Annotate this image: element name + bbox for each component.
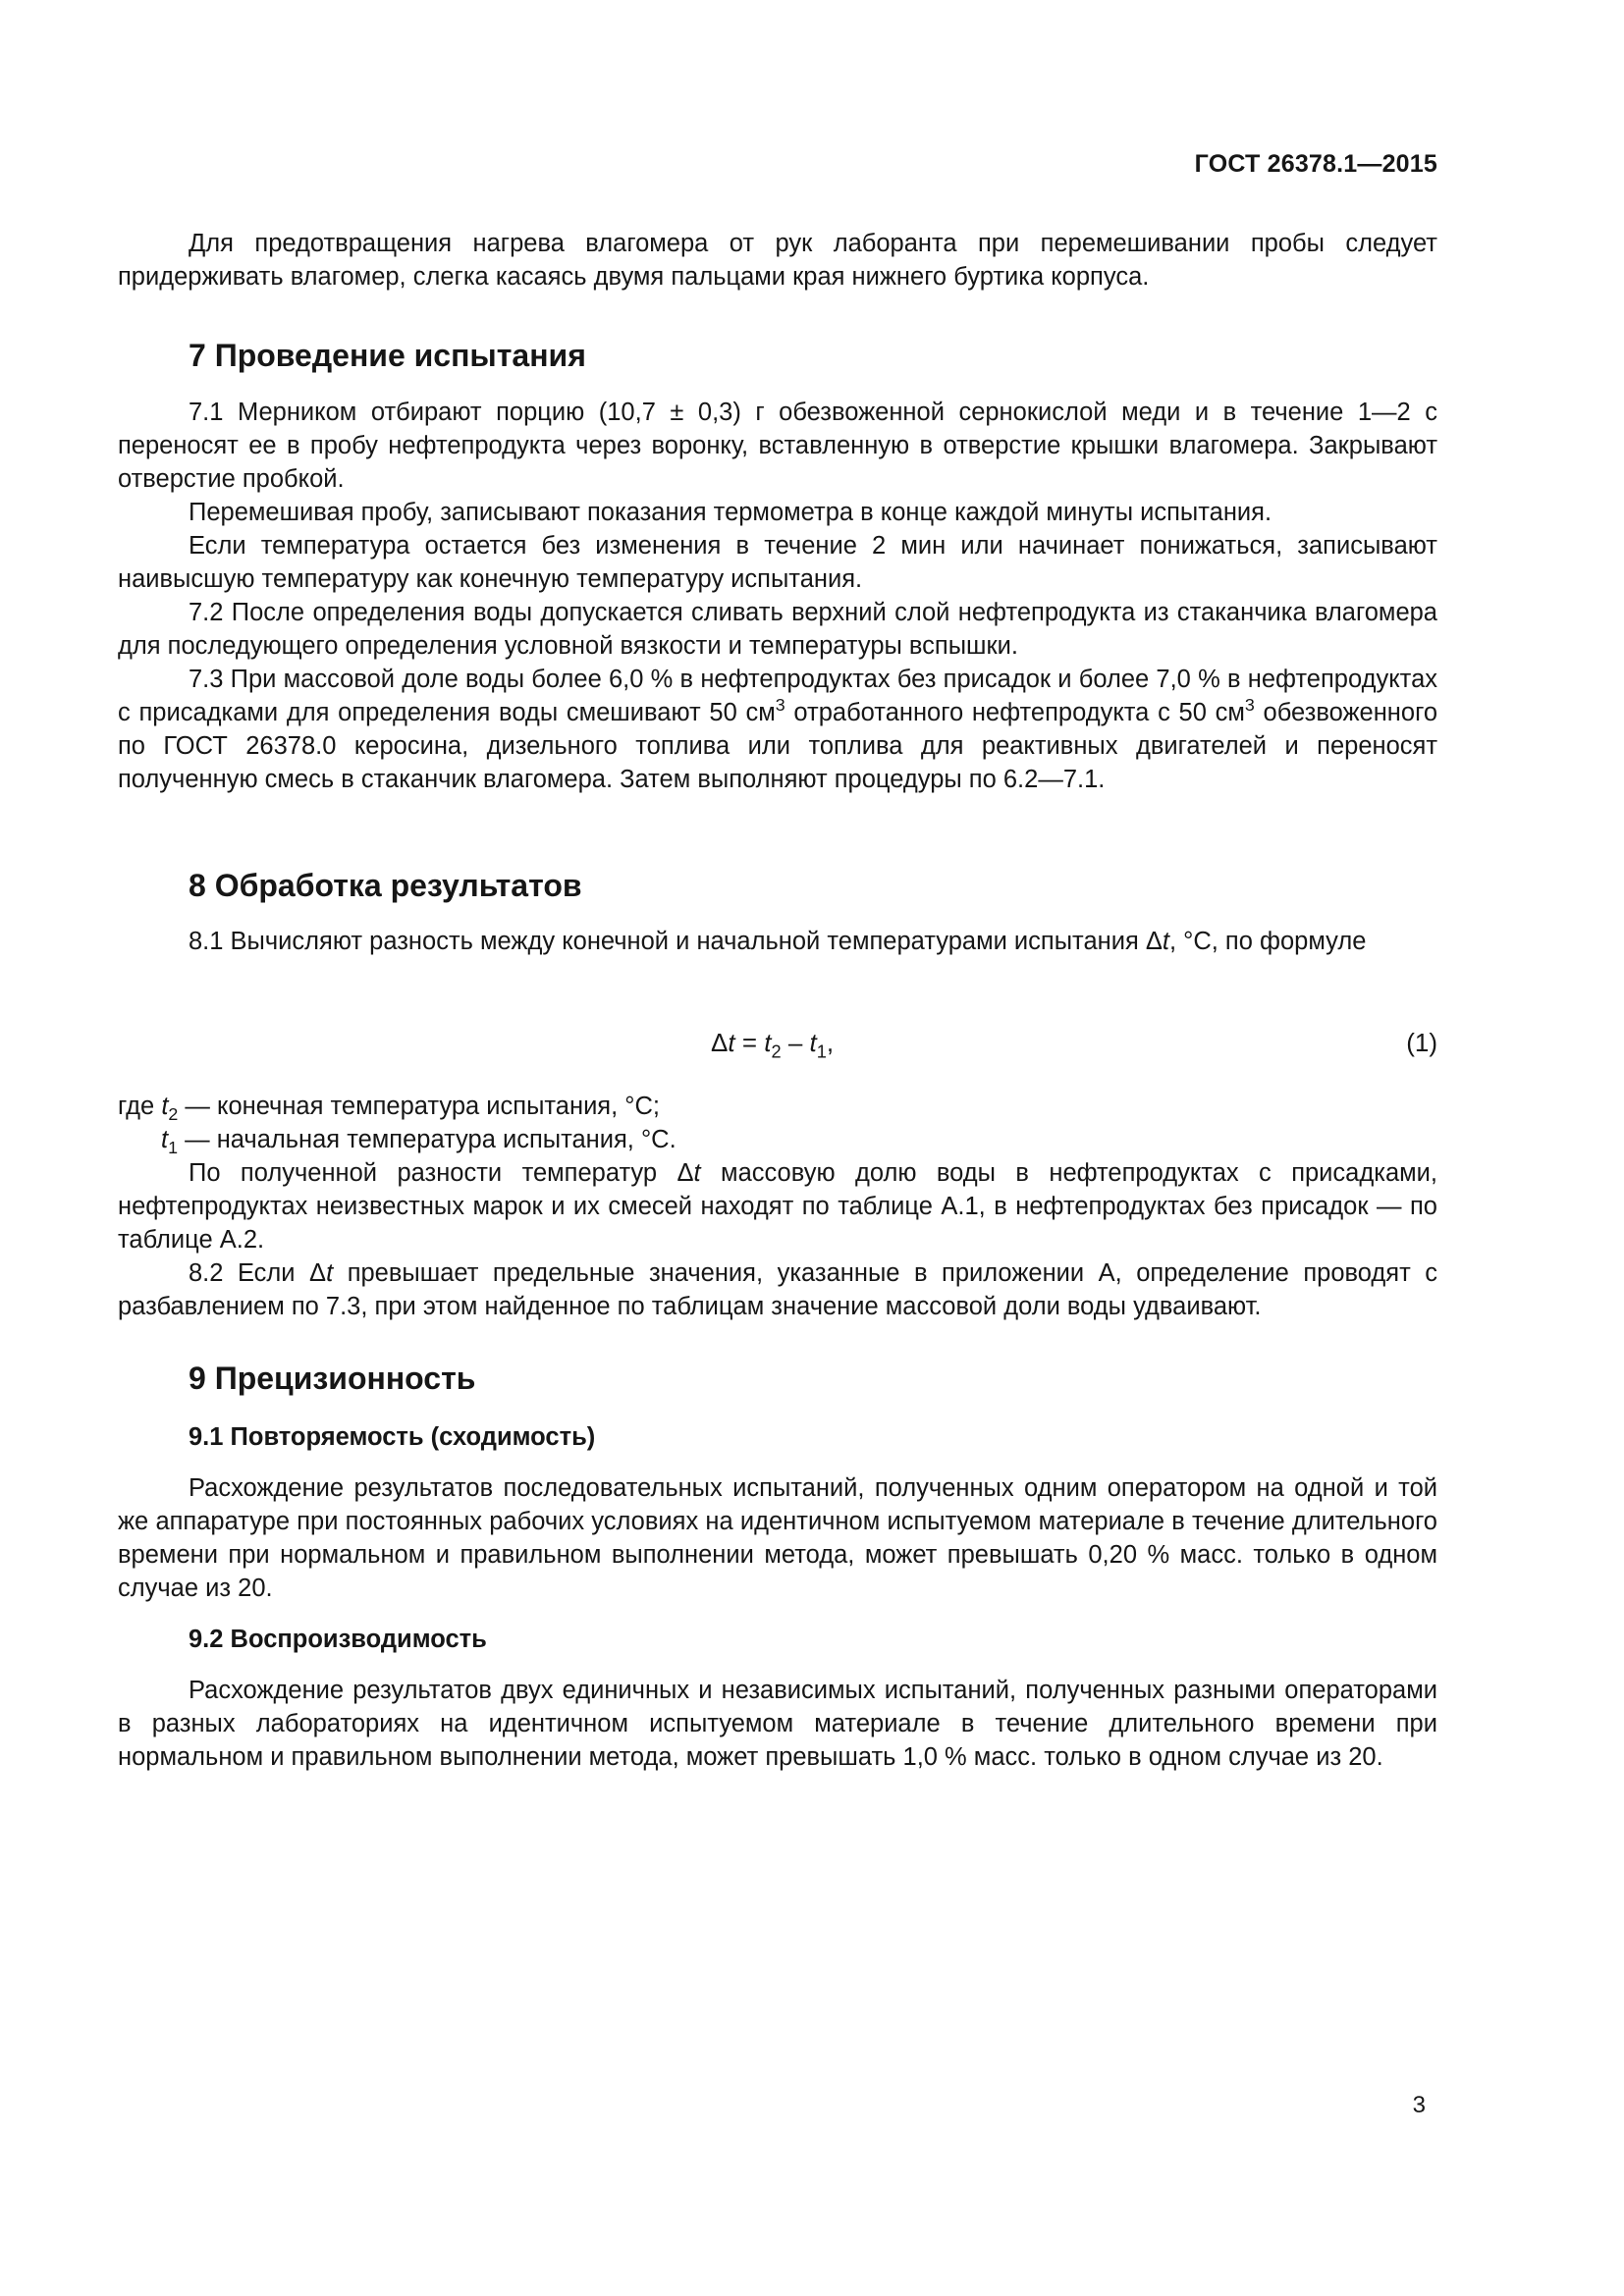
intro-paragraph: Для предотвращения нагрева влагомера от рук лаборанта при перемешивании пробы следует придерживать влагомер, слегка касаясь двумя пальцами края нижнего буртика корпуса. <box>118 230 1437 291</box>
document-page <box>118 0 1437 2296</box>
paragraph-7-1-temperature: Если температура остается без изменения в течение 2 мин или начинает понижаться, записывают наивысшую температуру как конечную температуру испытания. <box>118 532 1437 593</box>
subsection-9-1-title: 9.1 Повторяемость (сходимость) <box>189 1423 596 1451</box>
paragraph-8-1-tables: По полученной разности температур Δt массовую долю воды в нефтепродуктах с присадками, нефтепродуктах неизвестных марок и их смесей находят по таблице А.1, в нефтепродуктах без присадок — по таблице А.2. <box>118 1159 1438 1254</box>
subsection-9-2-title: 9.2 Воспроизводимость <box>189 1626 487 1653</box>
paragraph-9-1: Расхождение результатов последовательных испытаний, полученных одним оператором на одной и той же аппаратуре при постоянных рабочих условиях на идентичном испытуемом материале в течение длительного времени при нормальном и правильном выполнении метода, может превышать 0,20 % масс. только в одном случае из 20. <box>118 1474 1437 1602</box>
formula-number: (1) <box>1406 1028 1437 1057</box>
paragraph-9-2: Расхождение результатов двух единичных и независимых испытаний, полученных разными операторами в разных лабораториях на идентичном испытуемом материале в течение длительного времени при нормальном и правильном выполнении метода, может превышать 1,0 % масс. только в одном случае из 20. <box>118 1677 1437 1771</box>
section-7-title: 7 Проведение испытания <box>189 338 586 373</box>
paragraph-7-1: 7.1 Мерником отбирают порцию (10,7 ± 0,3) г обезвоженной сернокислой меди и в течение 1—2 с переносят ее в пробу нефтепродукта через воронку, вставленную в отверстие крышки влагомера. Закрывают отверстие пробкой. <box>118 399 1437 493</box>
formula-1: $\Delta t = t_2 - t_1$, <box>711 1028 835 1062</box>
legend-t2: где $t_2$ — конечная температура испытания, °C; <box>118 1093 660 1125</box>
paragraph-7-1-stirring: Перемешивая пробу, записывают показания термометра в конце каждой минуты испытания. <box>189 499 1272 526</box>
section-9-title: 9 Прецизионность <box>189 1361 476 1396</box>
paragraph-7-3: 7.3 При массовой доле воды более 6,0 % в нефтепродуктах без присадок и более 7,0 % в нефтепродуктах с присадками для определения воды смешивают 50 $см^3$ отработанного нефтепродукта с 50 $см^3$ обезвоженного по ГОСТ 26378.0 керосина, дизельного топлива или топлива для реактивных двигателей и переносят полученную смесь в стаканчик влагомера. Затем выполняют процедуры по 6.2—7.1. <box>118 666 1437 793</box>
legend-t1: $t_1$ — начальная температура испытания, °C. <box>161 1126 677 1158</box>
paragraph-8-2: 8.2 Если Δt превышает предельные значения, указанные в приложении А, определение проводят с разбавлением по 7.3, при этом найденное по таблицам значение массовой доли воды удваивают. <box>118 1259 1437 1320</box>
paragraph-7-2: 7.2 После определения воды допускается сливать верхний слой нефтепродукта из стаканчика влагомера для последующего определения условной вязкости и температуры вспышки. <box>118 599 1437 660</box>
paragraph-8-1: 8.1 Вычисляют разность между конечной и начальной температурами испытания Δt, °C, по формуле <box>189 928 1367 955</box>
section-8-title: 8 Обработка результатов <box>189 868 582 903</box>
document-code-header: ГОСТ 26378.1—2015 <box>1194 150 1437 178</box>
page-number: 3 <box>1412 2092 1426 2118</box>
